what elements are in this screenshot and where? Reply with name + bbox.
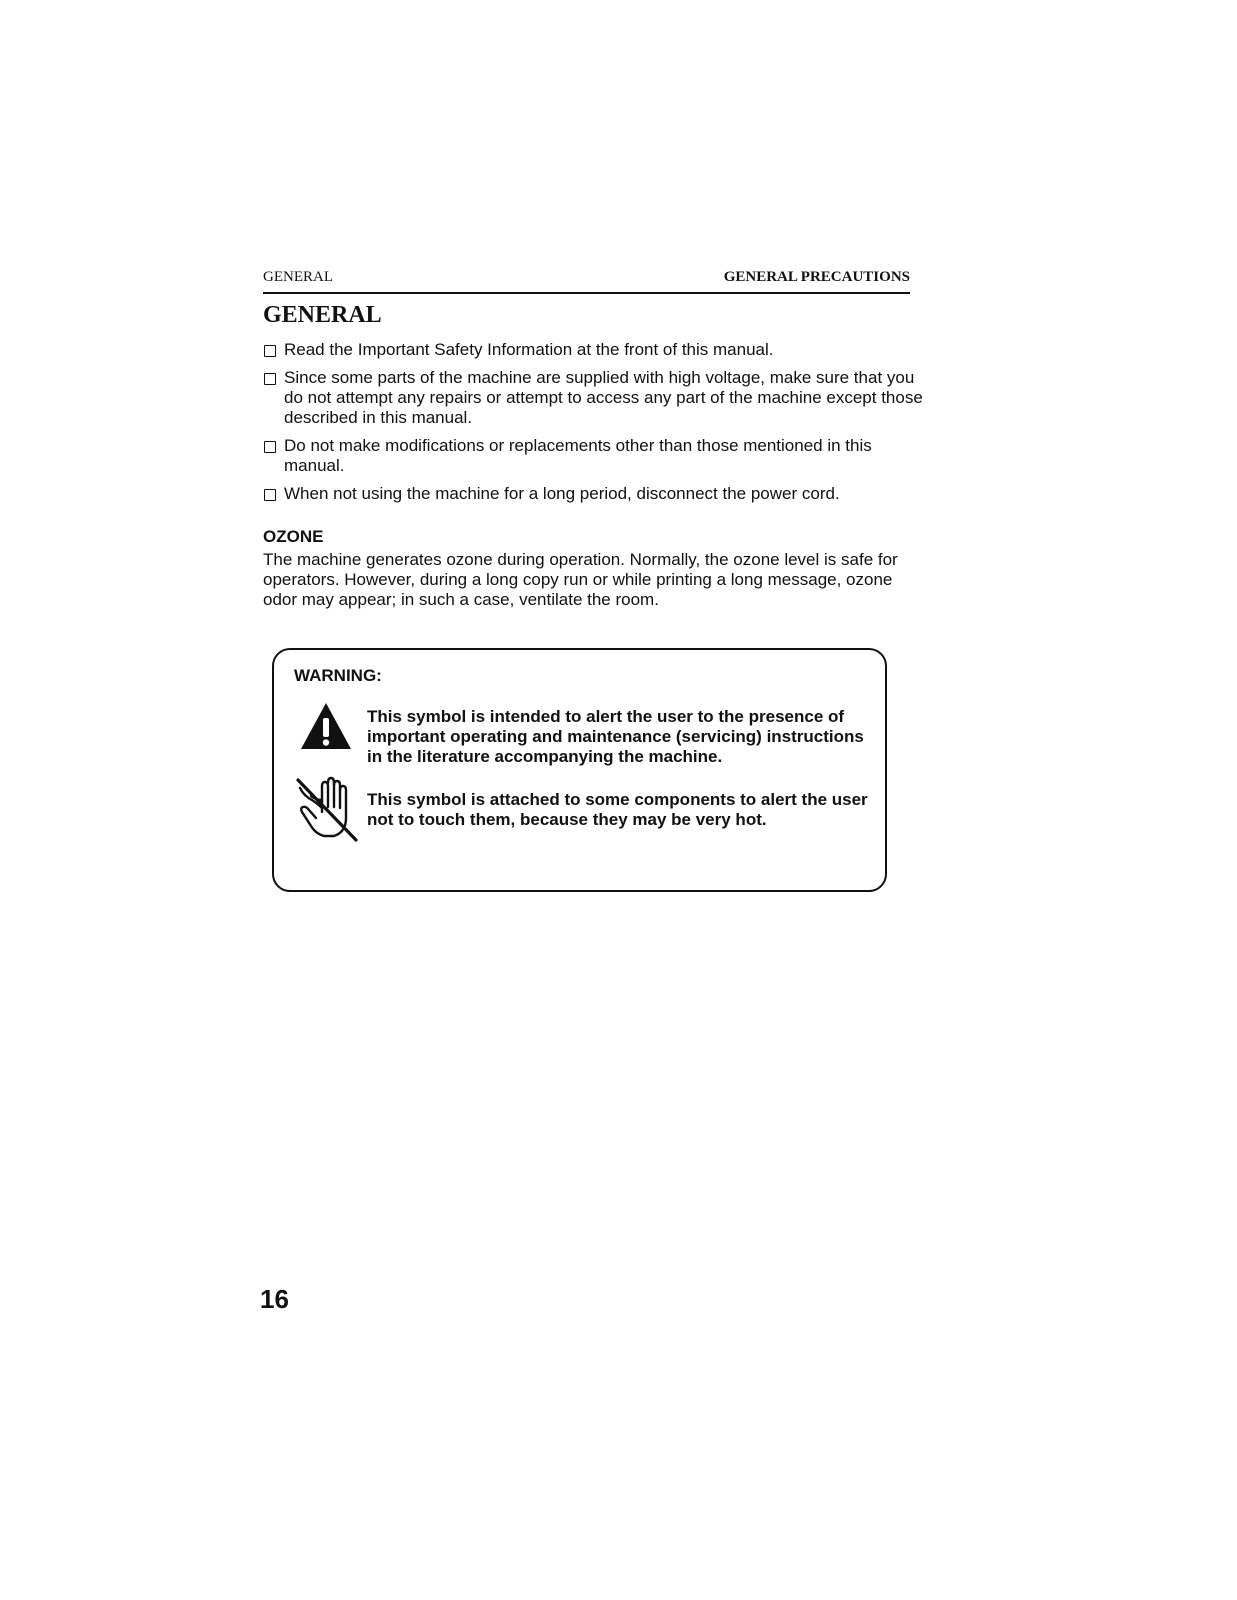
list-item (263, 368, 923, 428)
checkbox-bullet-icon (264, 345, 276, 357)
list-item (263, 484, 923, 504)
ozone-heading: OZONE (263, 527, 324, 546)
ozone-paragraph: The machine generates ozone during operation. Normally, the ozone level is safe for operators. However, during a long copy run or while printing a long message, ozone odor may appear; in such a case, ventilate the room. (263, 550, 898, 609)
page-number: 16 (260, 1284, 289, 1314)
list-item-text: Since some parts of the machine are supplied with high voltage, make sure that you do not attempt any repairs or attempt to access any part of the machine except those described in this manual. (284, 368, 923, 427)
header-chapter-label: GENERAL PRECAUTIONS (723, 269, 910, 285)
checkbox-bullet-icon (264, 373, 276, 385)
do-not-touch-hand-icon (294, 774, 360, 844)
precautions-list (263, 340, 923, 512)
checkbox-bullet-icon (264, 441, 276, 453)
warning-title: WARNING: (294, 666, 382, 685)
list-item (263, 340, 923, 360)
section-title: GENERAL (263, 302, 382, 328)
list-item (263, 436, 923, 476)
running-header (263, 268, 910, 294)
header-section-label: GENERAL (263, 269, 333, 285)
hot-surface-symbol-description: This symbol is attached to some components to alert the user not to touch them, because they may be very hot. (367, 790, 868, 829)
list-item-text: When not using the machine for a long period, disconnect the power cord. (284, 484, 840, 503)
list-item-text: Read the Important Safety Information at the front of this manual. (284, 340, 774, 359)
list-item-text: Do not make modifications or replacements other than those mentioned in this manual. (284, 436, 872, 475)
warning-symbol-description: This symbol is intended to alert the user to the presence of important operating and maintenance (servicing) instructions in the literature accompanying the machine. (367, 707, 864, 766)
warning-box (272, 648, 887, 892)
warning-triangle-icon (300, 702, 352, 750)
checkbox-bullet-icon (264, 489, 276, 501)
